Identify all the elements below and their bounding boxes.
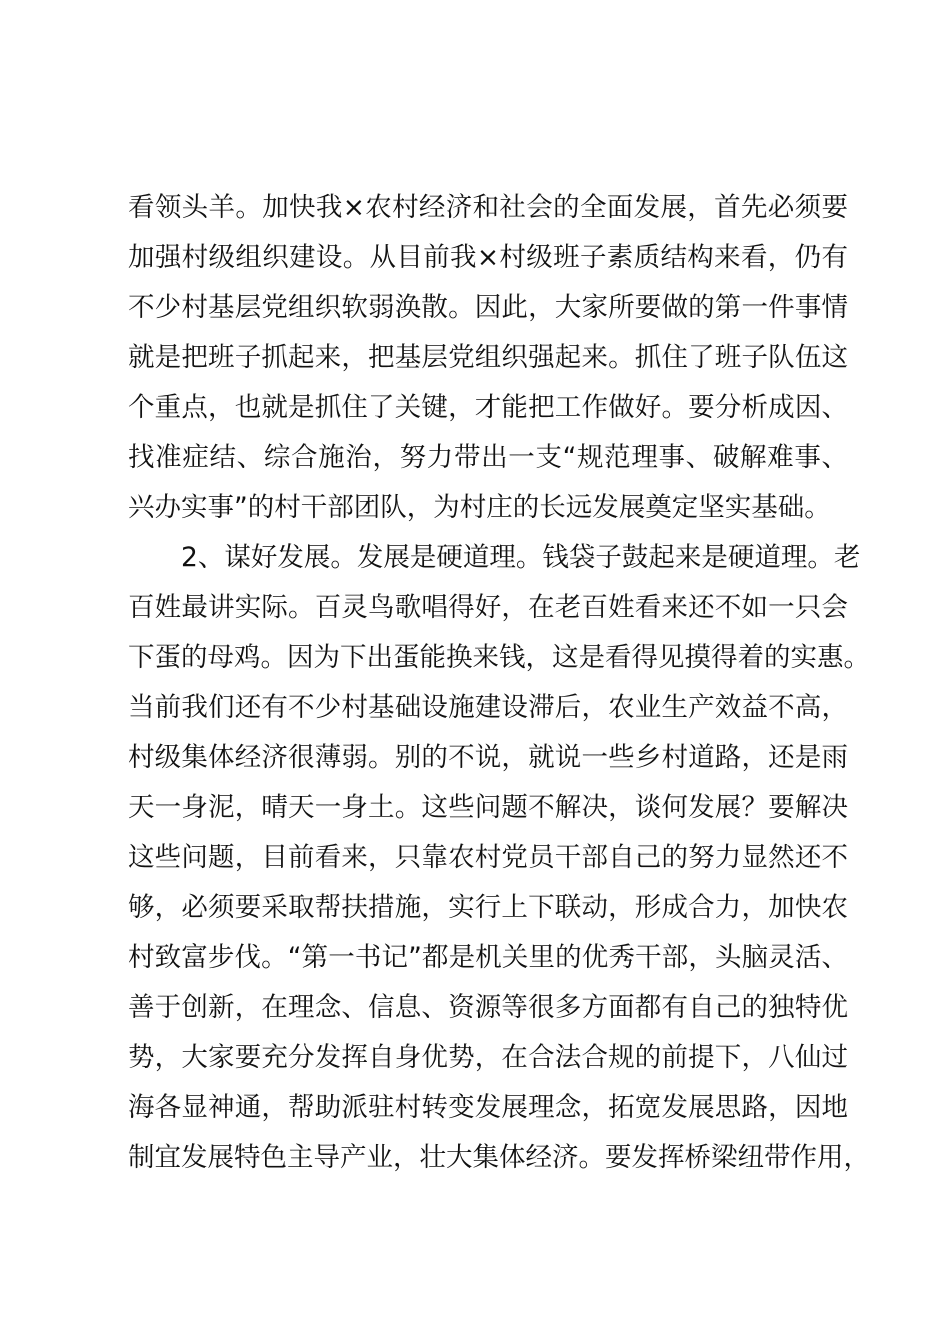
text-line: 天一身泥，晴天一身土。这些问题不解决，谈何发展？要解决: [128, 792, 848, 823]
text-line: 制宜发展特色主导产业，壮大集体经济。要发挥桥梁纽带作用，: [128, 1142, 870, 1173]
body-text: [128, 183, 870, 1183]
text-line: 看领头羊。加快我×农村经济和社会的全面发展，首先必须要: [128, 192, 848, 223]
text-line: 势，大家要充分发挥自身优势，在合法合规的前提下，八仙过: [128, 1042, 848, 1073]
text-line: 不少村基层党组织软弱涣散。因此，大家所要做的第一件事情: [128, 292, 848, 323]
text-line: 找准症结、综合施治，努力带出一支“规范理事、破解难事、: [128, 442, 848, 473]
text-line: 村致富步伐。“第一书记”都是机关里的优秀干部，头脑灵活、: [128, 942, 848, 973]
text-line: 下蛋的母鸡。因为下出蛋能换来钱，这是看得见摸得着的实惠。: [128, 642, 870, 673]
paragraph-start-line: 2、谋好发展。发展是硬道理。钱袋子鼓起来是硬道理。老: [128, 542, 861, 573]
text-line: 百姓最讲实际。百灵鸟歌唱得好，在老百姓看来还不如一只会: [128, 592, 848, 623]
text-line: 海各显神通，帮助派驻村转变发展理念，拓宽发展思路，因地: [128, 1092, 848, 1123]
text-line: 够，必须要采取帮扶措施，实行上下联动，形成合力，加快农: [128, 892, 848, 923]
text-line: 这些问题，目前看来，只靠农村党员干部自己的努力显然还不: [128, 842, 848, 873]
text-line: 就是把班子抓起来，把基层党组织强起来。抓住了班子队伍这: [128, 342, 848, 373]
text-line: 村级集体经济很薄弱。别的不说，就说一些乡村道路，还是雨: [128, 742, 848, 773]
paragraph-end-line: 兴办实事”的村干部团队，为村庄的长远发展奠定坚实基础。: [128, 492, 831, 523]
text-line: 加强村级组织建设。从目前我×村级班子素质结构来看，仍有: [128, 242, 848, 273]
text-line: 善于创新，在理念、信息、资源等很多方面都有自己的独特优: [128, 992, 848, 1023]
text-line: 个重点，也就是抓住了关键，才能把工作做好。要分析成因、: [128, 392, 848, 423]
text-line: 当前我们还有不少村基础设施建设滞后，农业生产效益不高，: [128, 692, 848, 723]
